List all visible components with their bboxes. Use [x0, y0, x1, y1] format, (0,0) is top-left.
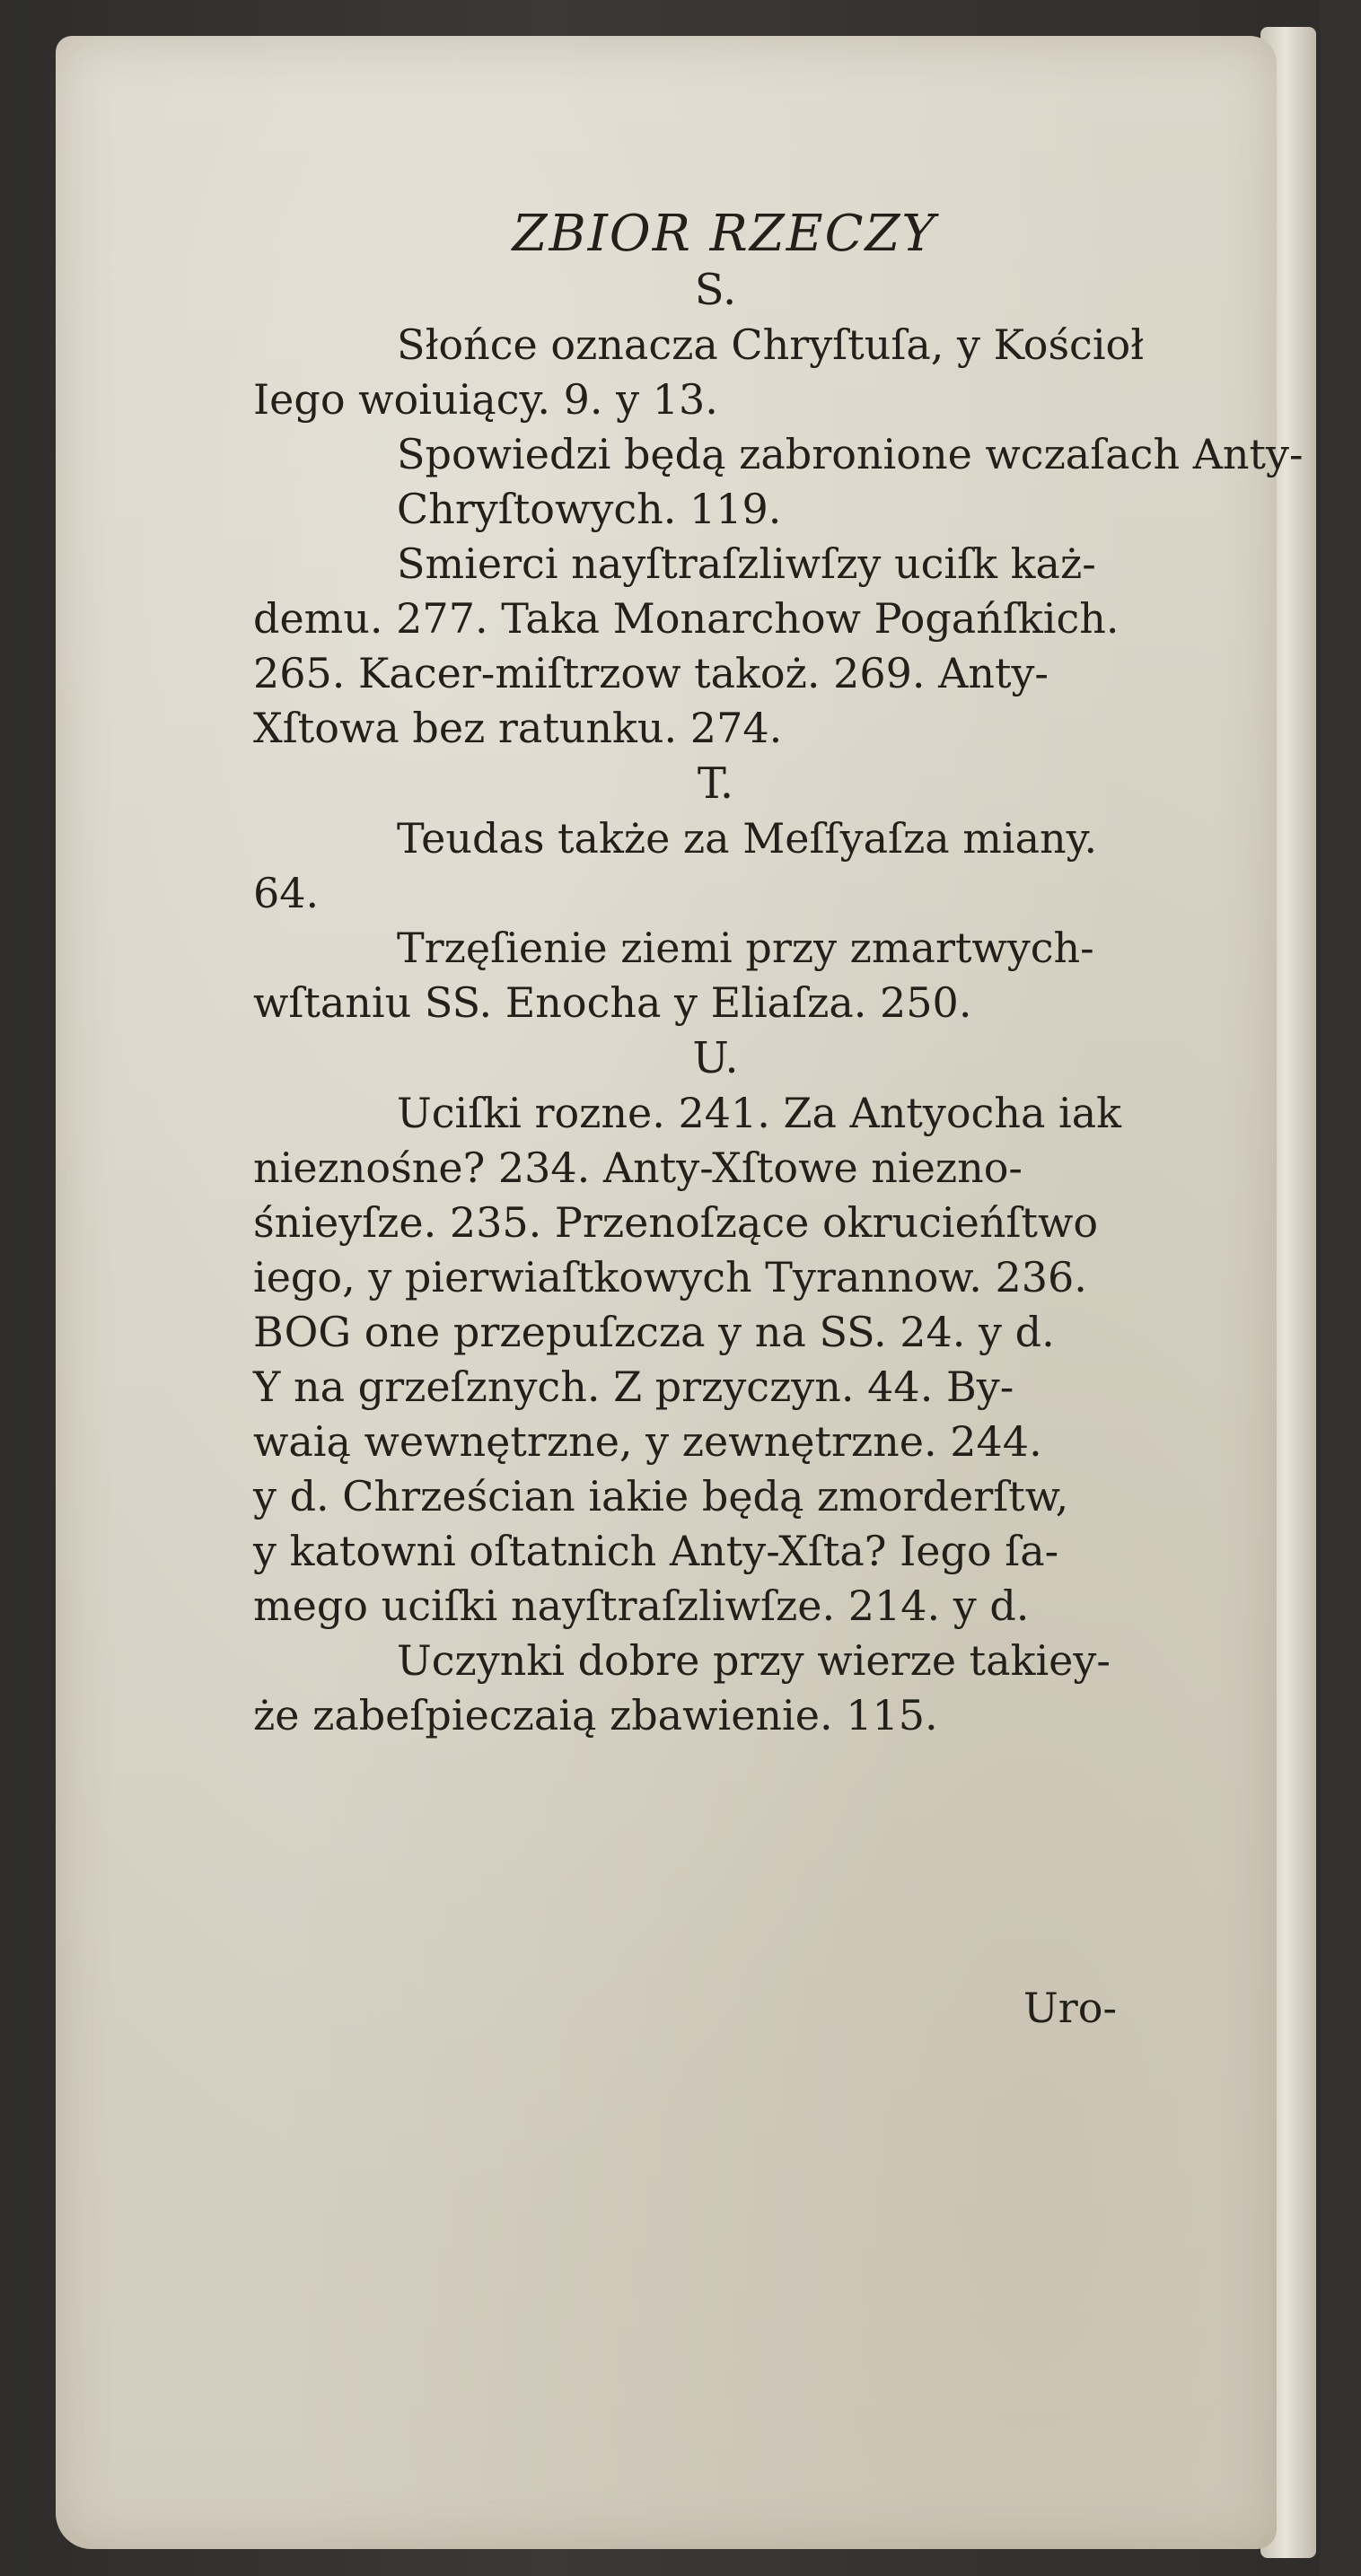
section-letter-t: T. [697, 758, 734, 809]
text-line: demu. 277. Taka Monarchow Pogańſkich. [253, 594, 1120, 643]
text-line: Trzęſienie ziemi przy zmartwych- [397, 924, 1094, 972]
text-line: Iego woiuiący. 9. y 13. [253, 375, 718, 424]
section-letter-s: S. [694, 265, 737, 315]
text-line: wſtaniu SS. Enocha y Eliaſza. 250. [253, 978, 972, 1027]
text-line: że zabeſpieczaią zbawienie. 115. [253, 1691, 938, 1739]
text-line: Xſtowa bez ratunku. 274. [253, 704, 783, 752]
text-line: Słońce oznacza Chryſtuſa, y Kościoł [397, 320, 1145, 369]
text-line: 64. [253, 869, 320, 917]
book-spine [1320, 0, 1361, 2576]
text-line: y katowni oſtatnich Anty-Xſta? Iego ſa- [253, 1527, 1059, 1575]
text-line: Smierci nayſtraſzliwſzy uciſk każ- [397, 539, 1096, 588]
catchword: Uro- [1023, 1984, 1117, 2032]
text-line: śnieyſze. 235. Przenoſzące okrucieńſtwo [253, 1198, 1099, 1247]
text-line: waią wewnętrzne, y zewnętrzne. 244. [253, 1417, 1042, 1466]
text-line: Teudas także za Meſſyaſza miany. [397, 814, 1098, 863]
text-line: Y na grzeſznych. Z przyczyn. 44. By- [253, 1362, 1014, 1411]
text-line: y d. Chrześcian iakie będą zmorderſtw, [253, 1472, 1069, 1520]
text-line: Uczynki dobre przy wierze takiey- [397, 1636, 1111, 1685]
text-line: 265. Kacer-miſtrzow takoż. 269. Anty- [253, 649, 1049, 697]
section-letter-u: U. [692, 1033, 739, 1083]
text-line: BOG one przepuſzcza y na SS. 24. y d. [253, 1308, 1055, 1356]
text-line: nieznośne? 234. Anty-Xſtowe niezno- [253, 1143, 1023, 1192]
text-line: iego, y pierwiaſtkowych Tyrannow. 236. [253, 1253, 1087, 1301]
running-header: ZBIOR RZECZY [512, 205, 937, 263]
text-line: Spowiedzi będą zabronione wczaſach Anty-Chryſtowych. 119. [397, 430, 1304, 533]
page-text [253, 205, 1304, 1743]
text-line: Uciſki rozne. 241. Za Antyocha iak [397, 1089, 1121, 1137]
text-line: mego uciſki nayſtraſzliwſze. 214. y d. [253, 1582, 1030, 1630]
